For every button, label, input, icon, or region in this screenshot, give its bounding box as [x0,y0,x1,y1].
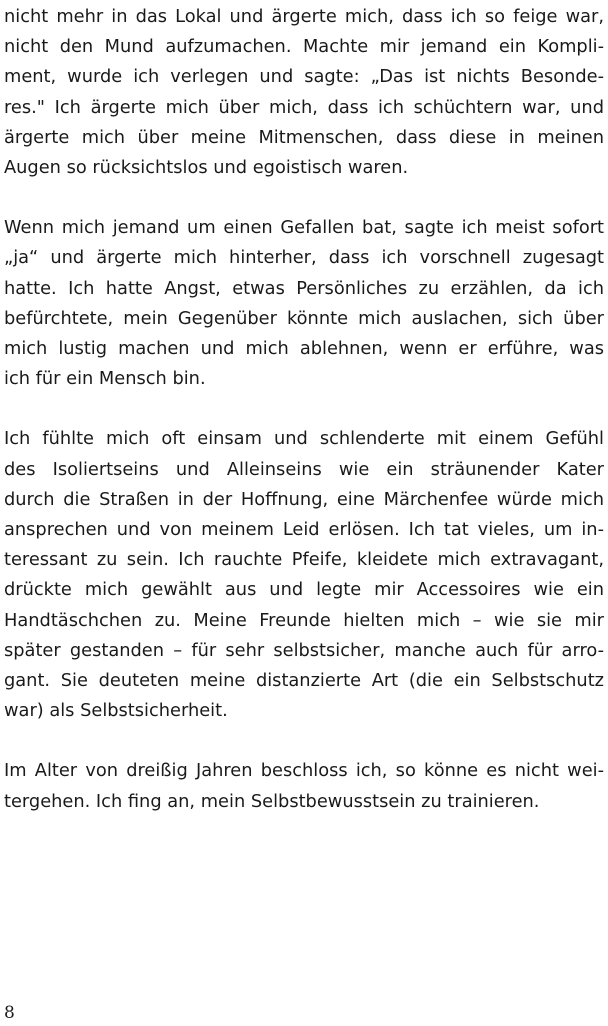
page-body [4,2,604,847]
text-line: Im Alter von dreißig Jahren beschloss ich, so könne es nicht wei- [4,760,604,782]
text-line: Handtäschchen zu. Meine Freunde hielten mich – wie sie mir [4,609,604,631]
paragraph-4 [4,756,604,816]
paragraph-1 [4,2,604,183]
text-line: Augen so rücksichtslos und egoistisch waren. [4,157,409,179]
text-line: Wenn mich jemand um einen Gefallen bat, sagte ich meist sofort [4,217,604,239]
text-line: res." Ich ärgerte mich über mich, dass ich schüchtern war, und [4,96,604,118]
text-line: nicht den Mund aufzumachen. Machte mir jemand ein Kompli- [4,36,604,58]
text-line: Ich fühlte mich oft einsam und schlenderte mit einem Gefühl [4,428,604,450]
text-line: durch die Straßen in der Hoffnung, eine Märchenfee würde mich [4,488,604,510]
paragraph-2 [4,213,604,394]
text-line: des Isoliertseins und Alleinseins wie ein sträunender Kater [4,458,604,480]
text-line: ärgerte mich über meine Mitmenschen, dass diese in meinen [4,126,604,148]
text-line: tergehen. Ich fing an, mein Selbstbewusstsein zu trainieren. [4,790,540,812]
text-line: ment, wurde ich verlegen und sagte: „Das ist nichts Besonde- [4,66,604,88]
text-line: war) als Selbstsicherheit. [4,700,228,722]
text-line: gant. Sie deuteten meine distanzierte Art (die ein Selbstschutz [4,670,604,692]
text-line: ich für ein Mensch bin. [4,368,206,390]
text-line: drückte mich gewählt aus und legte mir Accessoires wie ein [4,579,604,601]
paragraph-3 [4,424,604,726]
text-line: hatte. Ich hatte Angst, etwas Persönliches zu erzählen, da ich [4,277,604,299]
text-line: mich lustig machen und mich ablehnen, wenn er erführe, was [4,338,604,360]
text-line: nicht mehr in das Lokal und ärgerte mich, dass ich so feige war, [4,6,604,27]
text-line: später gestanden – für sehr selbstsicher, manche auch für arro- [4,639,604,661]
text-line: teressant zu sein. Ich rauchte Pfeife, kleidete mich extravagant, [4,549,604,571]
text-line: befürchtete, mein Gegenüber könnte mich auslachen, sich über [4,307,604,329]
text-line: „ja“ und ärgerte mich hinterher, dass ich vorschnell zugesagt [4,247,604,269]
page-number: 8 [4,1003,15,1023]
text-line: ansprechen und von meinem Leid erlösen. Ich tat vieles, um in- [4,519,604,541]
